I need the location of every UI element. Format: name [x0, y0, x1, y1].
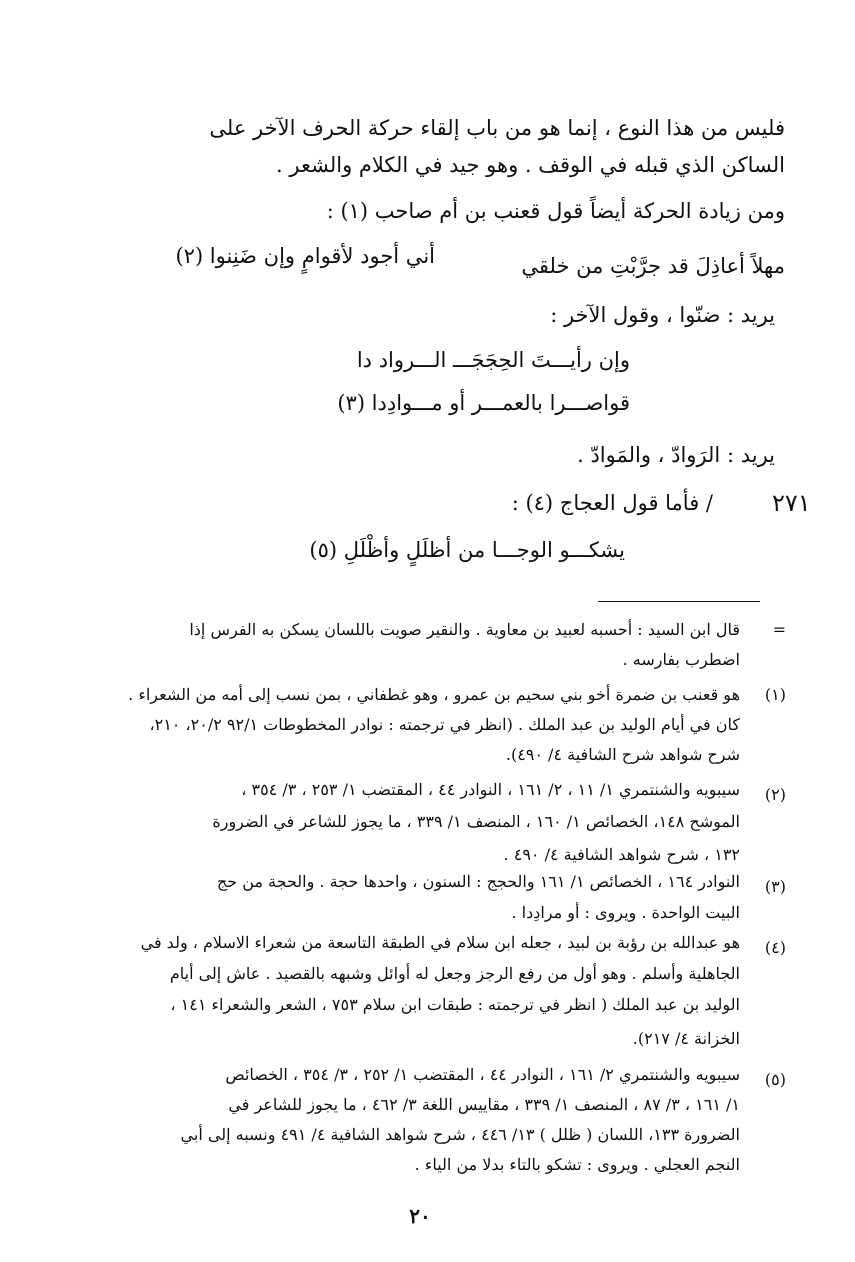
footnote-line: ١/ ١٦١ ، ٣/ ٨٧ ، المنصف ١/ ٣٣٩ ، مقاييس اللغة ٣/ ٤٦٢ ، ما يجوز للشاعر في	[228, 1095, 740, 1114]
footnote-line: النوادر ١٦٤ ، الخصائص ١/ ١٦١ والحجج : السنون ، واحدها حجة . والحجة من حج	[216, 872, 740, 891]
margin-page-reference: ٢٧١	[772, 489, 811, 517]
body-line-1: فليس من هذا النوع ، إنما هو من باب إلقاء حركة الحرف الآخر على	[209, 116, 785, 140]
verse3-line: يشكـــو الوجـــا من أظلَلٍ وأظْلَلِ (٥)	[309, 538, 625, 562]
verse2-line2: قواصـــرا بالعمـــر أو مـــوادِدا (٣)	[337, 391, 630, 415]
body-line-after-verse1: يريد : ضنّوا ، وقول الآخر :	[550, 303, 775, 327]
footnote-line: سيبويه والشنتمري ١/ ١١ ، ٢/ ١٦١ ، النوادر ٤٤ ، المقتضب ١/ ٢٥٣ ، ٣/ ٣٥٤ ،	[241, 780, 740, 799]
footnote-line: الضرورة ١٣٣، اللسان ( ظلل ) ١٣/ ٤٤٦ ، شرح شواهد الشافية ٤/ ٤٩١ ونسبه إلى أبي	[180, 1125, 740, 1144]
footnote-line: كان في أيام الوليد بن عبد الملك . (انظر في ترجمته : نوادر المخطوطات ٩٢/١ ٢٠/٢، ٢١٠،	[149, 715, 740, 734]
verse1-hemistich1: مهلاً أعاذِلَ قد جرَّبْتِ من خلقي	[521, 254, 785, 278]
footnote-line: اضطرب بفارسه .	[622, 650, 740, 669]
footnote-marker: (٥)	[764, 1070, 786, 1089]
footnote-marker: (٢)	[764, 785, 786, 804]
footnote-marker: (١)	[764, 685, 786, 704]
body-line-2: الساكن الذي قبله في الوقف . وهو جيد في الكلام والشعر .	[276, 153, 785, 177]
footnote-line: الخزانة ٤/ ٢١٧).	[632, 1029, 740, 1048]
footnote-marker: (٣)	[764, 877, 786, 896]
footnote-line: النجم العجلي . ويروى : تشكو بالتاء بدلا من الياء .	[414, 1155, 740, 1174]
footnote-line: البيت الواحدة . ويروى : أو مرادِدا .	[511, 903, 740, 922]
footnote-divider	[598, 601, 760, 602]
footnote-line: هو قعنب بن ضمرة أخو بني سحيم بن عمرو ، وهو غطفاني ، بمن نسب إلى أمه من الشعراء .	[128, 685, 740, 704]
ajjaj-intro-line: / فأما قول العجاج (٤) :	[511, 491, 713, 515]
verse2-line1: وإن رأيـــتَ الحِجَجَـــ الـــرواد دا	[356, 348, 630, 372]
footnote-line: هو عبدالله بن رؤبة بن لبيد ، جعله ابن سلام في الطبقة التاسعة من شعراء الاسلام ، ولد في	[140, 933, 740, 952]
page-number: ٢٠	[409, 1204, 431, 1228]
footnote-marker: (٤)	[764, 938, 786, 957]
footnote-line: الموشح ١٤٨، الخصائص ١/ ١٦٠ ، المنصف ١/ ٣٣٩ ، ما يجوز للشاعر في الضرورة	[212, 812, 740, 831]
footnote-line: قال ابن السيد : أحسبه لعبيد بن معاوية . والنقير صويت باللسان يسكن به الفرس إذا	[189, 620, 740, 639]
footnote-line: الوليد بن عبد الملك ( انظر في ترجمته : طبقات ابن سلام ٧٥٣ ، الشعر والشعراء ١٤١ ،	[170, 995, 740, 1014]
footnote-line: شرح شواهد شرح الشافية ٤/ ٤٩٠).	[505, 745, 740, 764]
verse1-hemistich2: أني أجود لأقوامٍ وإن ضَنِنوا (٢)	[175, 244, 435, 268]
body-line-3: ومن زيادة الحركة أيضاً قول قعنب بن أم صاحب (١) :	[326, 199, 785, 223]
footnote-line: سيبويه والشنتمري ٢/ ١٦١ ، النوادر ٤٤ ، المقتضب ١/ ٢٥٢ ، ٣/ ٣٥٤ ، الخصائص	[225, 1065, 740, 1084]
footnote-marker: =	[772, 620, 786, 639]
footnote-line: ١٣٢ ، شرح شواهد الشافية ٤/ ٤٩٠ .	[503, 845, 740, 864]
footnote-line: الجاهلية وأسلم . وهو أول من رفع الرجز وجعل له أوائل وشبهه بالقصيد . عاش إلى أيام	[169, 964, 740, 983]
body-line-after-verse2: يريد : الرَوادّ ، والمَوادّ .	[577, 443, 775, 467]
